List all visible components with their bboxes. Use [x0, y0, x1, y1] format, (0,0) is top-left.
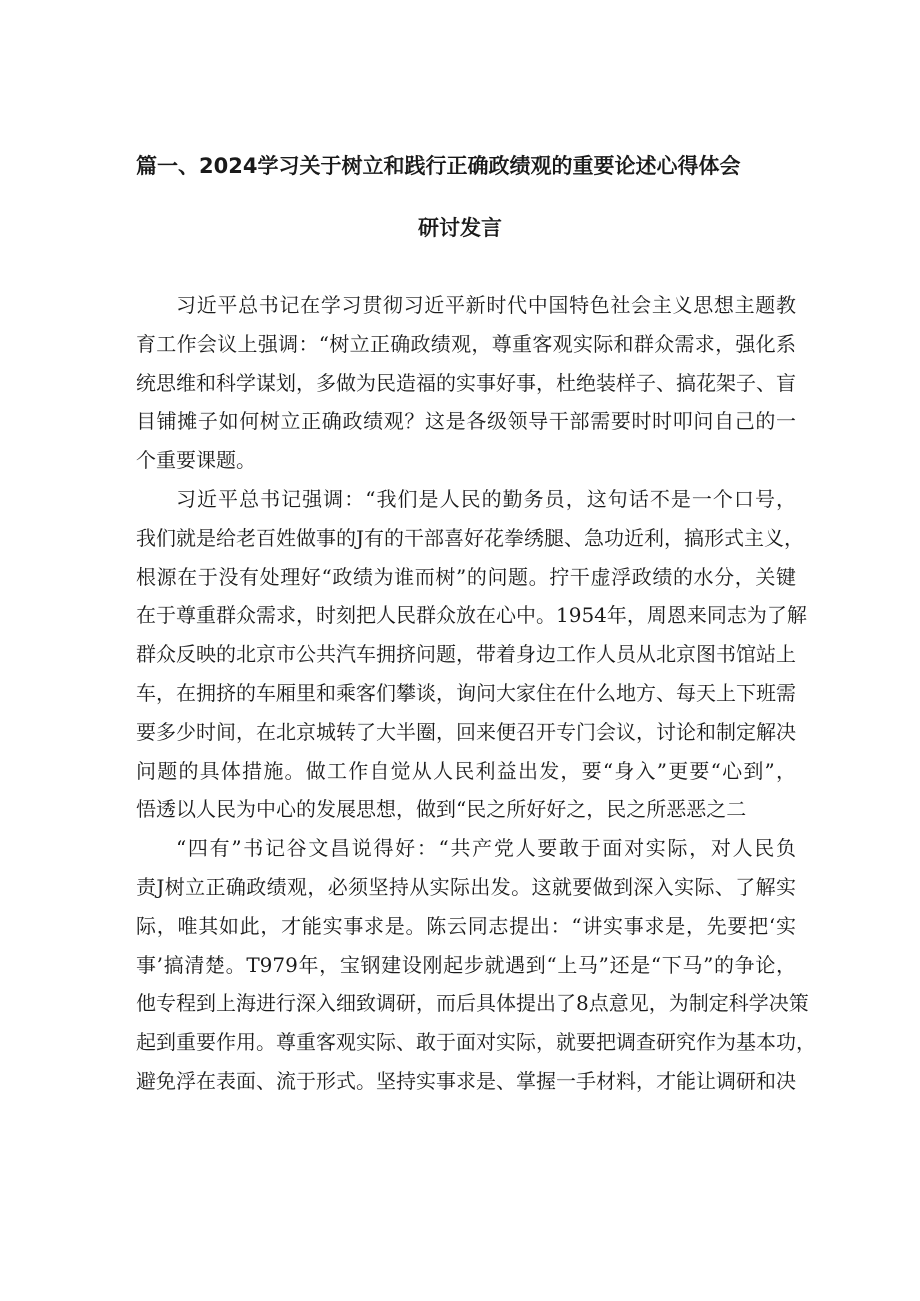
paragraph-3-line: 他专程到上海进行深入细致调研，而后具体提出了8点意见，为制定科学决策: [136, 991, 809, 1016]
paragraph-3-line: 起到重要作用。尊重客观实际、敢于面对实际，就要把调查研究作为基本功，: [136, 1030, 816, 1055]
document-title: 篇一、2024学习关于树立和践行正确政绩观的重要论述心得体会: [136, 154, 741, 178]
paragraph-2-line: 根源在于没有处理好“政绩为谁而树”的问题。拧干虚浮政绩的水分，关键: [136, 564, 796, 589]
paragraph-3-line: “四有”书记谷文昌说得好：“共产党人要敢于面对实际，对人民负: [176, 836, 796, 861]
paragraph-2-line: 车，在拥挤的车厢里和乘客们攀谈，询问大家住在什么地方、每天上下班需: [136, 680, 796, 705]
document-subtitle: 研讨发言: [418, 216, 502, 240]
paragraph-1-line: 个重要课题。: [136, 448, 256, 473]
paragraph-3-line: 事’搞清楚。T979年，宝钢建设刚起步就遇到“上马”还是“下马”的争论，: [136, 952, 796, 977]
paragraph-2-line: 习近平总书记强调：“我们是人民的勤务员，这句话不是一个口号，: [176, 486, 796, 511]
paragraph-2-line: 问题的具体措施。做工作自觉从人民利益出发，要“身入”更要“心到”，: [136, 758, 796, 783]
paragraph-1-line: 目铺摊子如何树立正确政绩观？这是各级领导干部需要时时叩问自己的一: [136, 409, 796, 434]
paragraph-2-line: 我们就是给老百姓做事的J有的干部喜好花拳绣腿、急功近利，搞形式主义，: [136, 525, 805, 550]
paragraph-2-line: 要多少时间，在北京城转了大半圈，回来便召开专门会议，讨论和制定解决: [136, 719, 796, 744]
paragraph-1-line: 习近平总书记在学习贯彻习近平新时代中国特色社会主义思想主题教: [176, 293, 796, 317]
document-body: [136, 286, 816, 1101]
paragraph-2-line: 群众反映的北京市公共汽车拥挤问题，带着身边工作人员从北京图书馆站上: [136, 642, 796, 667]
paragraph-2-line: 在于尊重群众需求，时刻把人民群众放在心中。1954年，周恩来同志为了解: [136, 603, 807, 628]
paragraph-1-line: 育工作会议上强调：“树立正确政绩观，尊重客观实际和群众需求，强化系: [136, 331, 796, 356]
paragraph-2-line: 悟透以人民为中心的发展思想，做到“民之所好好之，民之所恶恶之二: [136, 797, 747, 822]
paragraph-3-line: 避免浮在表面、流于形式。坚持实事求是、掌握一手材料，才能让调研和决: [136, 1068, 796, 1093]
paragraph-1-line: 统思维和科学谋划，多做为民造福的实事好事，杜绝装样子、搞花架子、盲: [136, 370, 796, 395]
paragraph-3-line: 责J树立正确政绩观，必须坚持从实际出发。这就要做到深入实际、了解实: [136, 874, 796, 899]
paragraph-3-line: 际，唯其如此，才能实事求是。陈云同志提出：“讲实事求是，先要把‘实: [136, 913, 796, 938]
